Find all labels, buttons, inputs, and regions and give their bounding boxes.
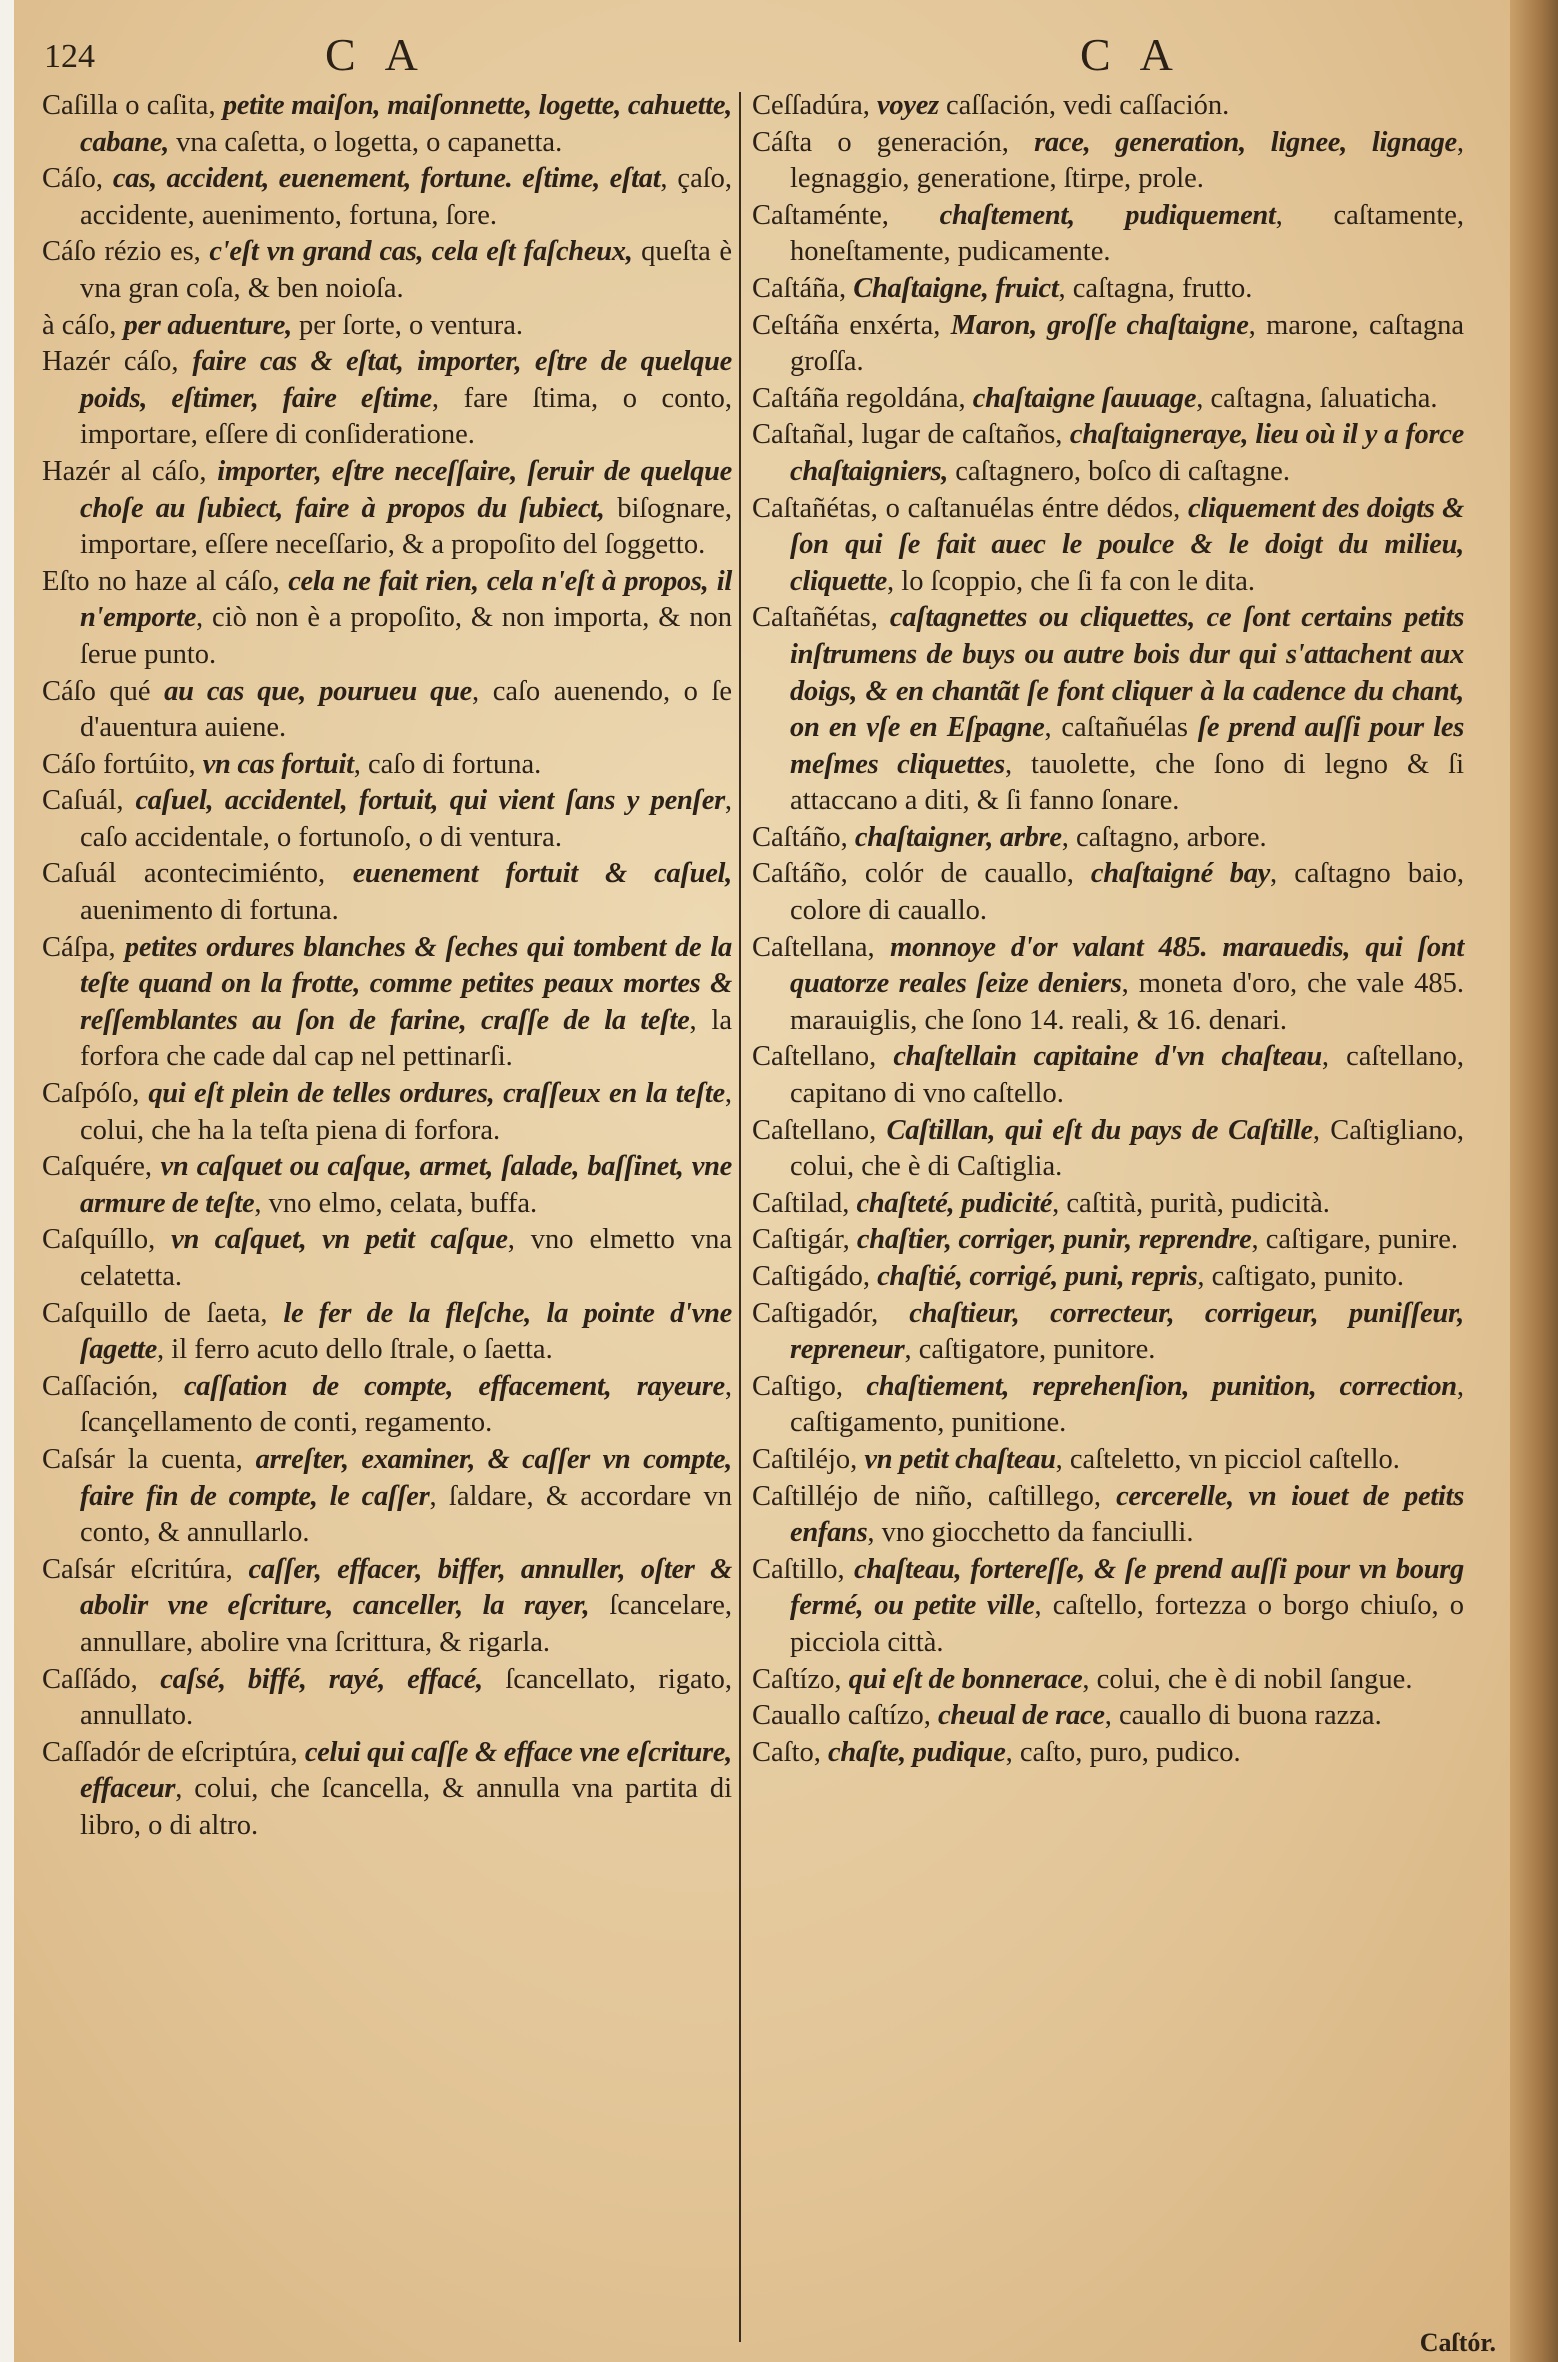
italian-gloss: , il ferro acuto dello ſtrale, o ſaetta. [157,1334,553,1366]
dictionary-entry [42,783,732,856]
french-gloss: chaſtiement, reprehenſion, punition, correction [866,1370,1457,1402]
italian-gloss: , colui, che ſcancella, & annulla vna partita di libro, o di altro. [80,1773,732,1841]
dictionary-entry [752,1039,1464,1112]
headword: Ceſſadúra, [752,90,878,121]
dictionary-entry [752,491,1464,601]
dictionary-entry [752,1369,1464,1442]
french-gloss: Caſtillan, qui eſt du pays de Caſtille [886,1114,1313,1146]
dictionary-entry [752,125,1464,198]
dictionary-entry [42,1369,732,1442]
headword: à cáſo, [42,309,124,341]
dictionary-entry [752,820,1464,857]
french-gloss: euenement fortuit & caſuel, [352,858,732,890]
dictionary-entry [752,1186,1464,1223]
french-gloss: chaſteté, pudicité [856,1187,1053,1219]
headword: Caſtañétas, [752,602,890,634]
italian-gloss: , cauallo di buona razza. [1104,1700,1382,1732]
italian-gloss: , caſtello, fortezza o borgo chiuſo, o picciola città. [790,1590,1464,1658]
italian-gloss: , ſaldare, & accordare vn conto, & annullarlo. [80,1480,732,1549]
italian-gloss: , fare ſtima, o conto, importare, eſſere di conſideratione. [80,382,733,451]
french-gloss: chaſtaigneraye, lieu où il y a force chaſtaigniers, [790,419,1464,487]
dictionary-entry [42,856,732,929]
italian-gloss: , caſteletto, vn picciol caſtello. [1055,1443,1400,1475]
italian-gloss: , caſtagna, frutto. [1058,272,1253,304]
headword: Caſſación, [42,1370,184,1402]
italian-gloss: per ſorte, o ventura. [291,309,523,341]
headword: Ceſtáña enxérta, [752,309,951,341]
column-divider [739,92,741,2342]
headword: Caſtigadór, [752,1297,910,1329]
french-gloss: monnoye d'or valant 485. marauedis, qui ſont quatorze reales ſeize deniers [790,931,1464,1000]
headword: Caſto, [752,1736,828,1768]
dictionary-entry [752,198,1464,271]
french-gloss: caſtagnettes ou cliquettes, ce ſont certains petits inſtrumens de buys ou autre bois dur qui s'attachent aux doigs, & en chantãt ſe font cliquer à la cadence du chant, on en vſe en Eſpagne [790,602,1464,744]
italian-gloss: , moneta d'oro, che vale 485. marauiglis, che ſono 14. reali, & 16. denari. [790,968,1465,1036]
dictionary-entry [752,1113,1464,1186]
french-gloss: qui eſt plein de telles ordures, craſſeux en la teſte [148,1078,725,1110]
french-gloss: vn caſquet ou caſque, armet, ſalade, baſſinet, vne armure de teſte [80,1151,733,1219]
italian-gloss: caſtagnero, boſco di caſtagne. [948,455,1290,487]
headword: Caſtigo, [752,1370,867,1402]
headword: Cáſo fortúito, [42,748,203,780]
italian-gloss: vna caſetta, o logetta, o capanetta. [168,126,563,158]
italian-gloss: , ſcançellamento de conti, regamento. [80,1370,732,1439]
dictionary-entry [42,1076,732,1149]
italian-gloss: , legnaggio, generatione, ſtirpe, prole. [790,126,1464,195]
headword: Caſtellano, [752,1114,887,1146]
headword: Caſſadór de eſcriptúra, [42,1736,305,1768]
dictionary-entry [752,271,1464,308]
headword: Caſpóſo, [42,1078,149,1110]
french-gloss: petites ordures blanches & ſeches qui tombent de la teſte quand on la frotte, comme petites peaux mortes & reſſemblantes au ſon de farine, craſſe de la teſte [80,931,732,1036]
italian-gloss: queſta è vna gran coſa, & ben noioſa. [80,236,732,304]
italian-gloss: , vno elmo, celata, buffa. [254,1187,538,1219]
italian-gloss: , lo ſcoppio, che ſi fa con le dita. [887,565,1256,597]
dictionary-entry [42,674,732,747]
dictionary-entry [42,1552,732,1662]
french-gloss: au cas que, pourueu que [164,675,473,707]
italian-gloss: auenimento di fortuna. [80,895,339,927]
italian-gloss: ſcancelare, annullare, abolire vna ſcrittura, & rigarla. [80,1590,732,1658]
italian-gloss: , çaſo, accidente, auenimento, fortuna, ſore. [80,163,733,231]
italian-gloss: , caſtigatore, punitore. [904,1334,1156,1366]
french-gloss: race, generation, lignee, lignage [1034,126,1457,158]
headword: Caſsár la cuenta, [42,1443,256,1475]
dictionary-entry [42,1149,732,1222]
dictionary-entry [42,1222,732,1295]
french-gloss: chaſte, pudique [828,1736,1006,1768]
italian-gloss: , caſtigare, punire. [1251,1224,1459,1256]
dictionary-entry [752,308,1464,381]
french-gloss: Chaſtaigne, fruict [853,272,1059,304]
headword: Caſtellano, [752,1041,894,1073]
italian-gloss: , caſtañuélas [1044,712,1198,744]
italian-gloss: , ciò non è a propoſito, & non importa, & non ſerue punto. [80,602,732,670]
italian-gloss: , caſtagno baio, colore di cauallo. [790,858,1465,927]
italian-gloss: , caſo auenendo, o ſe d'auentura auiene. [80,675,733,744]
headword: Caſtañétas, o caſtanuélas éntre dédos, [752,492,1188,524]
italian-gloss: , caſtità, purità, pudicità. [1052,1187,1330,1219]
italian-gloss: , caſtamente, honeſtamente, pudicamente. [790,199,1465,268]
dictionary-entry [42,1442,732,1552]
dictionary-entry [42,1296,732,1369]
french-gloss: chaſtellain capitaine d'vn chaſteau [893,1041,1322,1073]
italian-gloss: , vno giocchetto da fanciulli. [867,1517,1194,1549]
italian-gloss: , caſtagno, arbore. [1061,821,1267,853]
dictionary-entry [752,1735,1464,1772]
headword: Caſuál, [42,785,136,817]
headword: Cáſpa, [42,931,125,963]
headword: Caſtigár, [752,1224,857,1256]
italian-gloss: , tauolette, che ſono di legno & ſi attaccano a diti, & ſi fanno ſonare. [790,748,1464,817]
dictionary-entry [752,1552,1464,1662]
dictionary-entry [752,1662,1464,1699]
dictionary-entry [752,1442,1464,1479]
dictionary-entry [42,308,732,345]
headword: Caſtañal, lugar de caſtaños, [752,419,1070,451]
french-gloss: chaſtaigner, arbre [854,821,1062,853]
french-gloss: cheual de race [937,1700,1105,1732]
french-gloss: vn cas fortuit [202,748,354,780]
dictionary-entry [42,564,732,674]
french-gloss: caſſer, effacer, biffer, annuller, oſter & abolir vne eſcriture, canceller, la rayer, [80,1553,732,1622]
french-gloss: celui qui caſſe & efface vne eſcriture, effaceur [80,1736,732,1805]
dictionary-entry [752,381,1464,418]
french-gloss: chaſtaigne ſauuage [972,382,1197,414]
headword: Caſtáño, colór de cauallo, [752,858,1091,890]
headword: Caſuál acontecimiénto, [42,858,353,890]
french-gloss: cliquement des doigts & ſon qui ſe fait auec le poulce & le doigt du milieu, cliquette [790,492,1465,597]
headword: Caſtellana, [752,931,891,963]
french-gloss: qui eſt de bonnerace [848,1663,1083,1695]
headword: Caſquére, [42,1151,161,1183]
french-gloss: chaſtier, corriger, punir, reprendre [856,1224,1252,1256]
dictionary-entry [752,1296,1464,1369]
dictionary-entry [752,417,1464,490]
french-gloss: arreſter, examiner, & caſſer vn compte, faire fin de compte, le caſſer [80,1443,733,1512]
headword: Caſtáño, [752,821,855,853]
french-gloss: vn caſquet, vn petit caſque [171,1224,508,1256]
dictionary-entry [752,856,1464,929]
headword: Caſtáña, [752,272,854,304]
italian-gloss: , la forfora che cade dal cap nel pettinarſi. [80,1004,732,1073]
dictionary-entry [752,1698,1464,1735]
headword: Caſſádo, [42,1663,161,1695]
french-gloss: cela ne fait rien, cela n'eſt à propos, il n'emporte [80,565,732,634]
italian-gloss: , colui, che è di nobil ſangue. [1082,1663,1413,1695]
dictionary-entry [752,1259,1464,1296]
headword: Caſtaménte, [752,199,940,231]
french-gloss: caſsé, biffé, rayé, effacé, [160,1663,483,1695]
dictionary-entry [42,234,732,307]
french-gloss: chaſtaigné bay [1090,858,1271,890]
headword: Caſilla o caſita, [42,90,223,121]
french-gloss: chaſtié, corrigé, puni, repris [877,1261,1198,1292]
headword: Caſtáña regoldána, [752,382,973,414]
italian-gloss: , caſtigato, punito. [1197,1261,1405,1292]
headword: Hazér cáſo, [42,346,193,378]
french-gloss: vn petit chaſteau [864,1443,1056,1475]
catchword: Caſtór. [1419,2328,1496,2357]
headword: Cauallo caſtízo, [752,1700,938,1732]
italian-gloss: , caſo di fortuna. [353,748,542,780]
dictionary-entry [42,1662,732,1735]
french-gloss: cas, accident, euenement, fortune. eſtime, eſtat [112,163,661,195]
french-gloss: petite maiſon, maiſonnette, logette, cahuette, cabane, [80,90,733,158]
headword: Caſtilad, [752,1187,857,1219]
dictionary-entry [42,88,732,161]
italian-gloss: , vno elmetto vna celatetta. [80,1224,732,1292]
dictionary-entry [42,930,732,1076]
headword: Caſtiléjo, [752,1443,865,1475]
french-gloss: chaſtieur, correcteur, corrigeur, puniſſeur, repreneur [790,1297,1464,1366]
headword: Caſquíllo, [42,1224,172,1256]
italian-gloss: , colui, che ha la teſta piena di forfora. [80,1078,733,1146]
dictionary-entry [42,161,732,234]
dictionary-entry [42,1735,732,1845]
scan-margin [0,0,14,2362]
headword: Cáſo, [42,163,113,195]
french-gloss: Maron, groſſe chaſtaigne [950,309,1249,341]
headword: Hazér al cáſo, [42,455,218,487]
dictionary-entry [752,88,1464,125]
headword: Caſtilléjo de niño, caſtillego, [752,1480,1117,1512]
headword: Caſsár eſcritúra, [42,1553,249,1585]
italian-gloss: , caſo accidentale, o fortunoſo, o di ventura. [80,785,732,853]
french-gloss: c'eſt vn grand cas, cela eſt faſcheux, [209,236,633,268]
headword: Caſtízo, [752,1663,849,1695]
italian-gloss: caſſación, vedi caſſación. [938,90,1230,121]
headword: Caſquillo de ſaeta, [42,1297,284,1329]
headword: Cáſo rézio es, [42,236,210,268]
italian-gloss: , caſtigamento, punitione. [790,1370,1464,1439]
french-gloss: chaſteau, fortereſſe, & ſe prend auſſi pour vn bourg fermé, ou petite ville [790,1553,1464,1622]
french-gloss: caſſation de compte, effacement, rayeure [183,1370,725,1402]
right-running-head: C A [1080,29,1183,80]
headword: Caſtigádo, [752,1261,878,1292]
french-gloss: importer, eſtre neceſſaire, ſeruir de quelque choſe au ſubiect, faire à propos du ſubiect, [80,455,733,524]
dictionary-entry [752,600,1464,820]
italian-gloss: ſcancellato, rigato, annullato. [80,1663,732,1732]
left-running-head: C A [325,29,428,80]
page-edge [1510,0,1558,2362]
headword: Cáſta o generación, [752,126,1035,158]
french-gloss: per aduenture, [123,309,292,341]
italian-gloss: , caſtagna, ſaluaticha. [1196,382,1438,414]
dictionary-entry [752,1222,1464,1259]
headword: Caſtillo, [752,1553,854,1585]
french-gloss: caſuel, accidentel, fortuit, qui vient ſans y penſer [135,785,725,817]
french-gloss: ſe prend auſſi pour les meſmes cliquettes [790,712,1464,780]
french-gloss: faire cas & eſtat, importer, eſtre de quelque poids, eſtimer, faire eſtime [80,346,732,414]
left-column [42,88,732,1845]
french-gloss: cercerelle, vn iouet de petits enfans [790,1480,1464,1549]
dictionary-entry [752,1479,1464,1552]
dictionary-entry [42,344,732,454]
french-gloss: chaſtement, pudiquement [939,199,1276,231]
italian-gloss: , Caſtigliano, colui, che è di Caſtiglia. [790,1114,1464,1183]
right-column [752,88,1464,1771]
french-gloss: voyez [877,90,939,121]
dictionary-entry [42,454,732,564]
italian-gloss: , marone, caſtagna groſſa. [790,309,1464,378]
italian-gloss: biſognare, importare, eſſere neceſſario, & a propoſito del ſoggetto. [80,492,732,561]
italian-gloss: , caſto, puro, pudico. [1005,1736,1241,1768]
dictionary-entry [42,747,732,784]
headword: Cáſo qué [42,675,165,707]
page-number: 124 [44,38,95,75]
italian-gloss: , caſtellano, capitano di vno caſtello. [790,1041,1464,1110]
french-gloss: le fer de la fleſche, la pointe d'vne ſagette [80,1297,732,1366]
dictionary-entry [752,930,1464,1040]
headword: Eſto no haze al cáſo, [42,565,289,597]
